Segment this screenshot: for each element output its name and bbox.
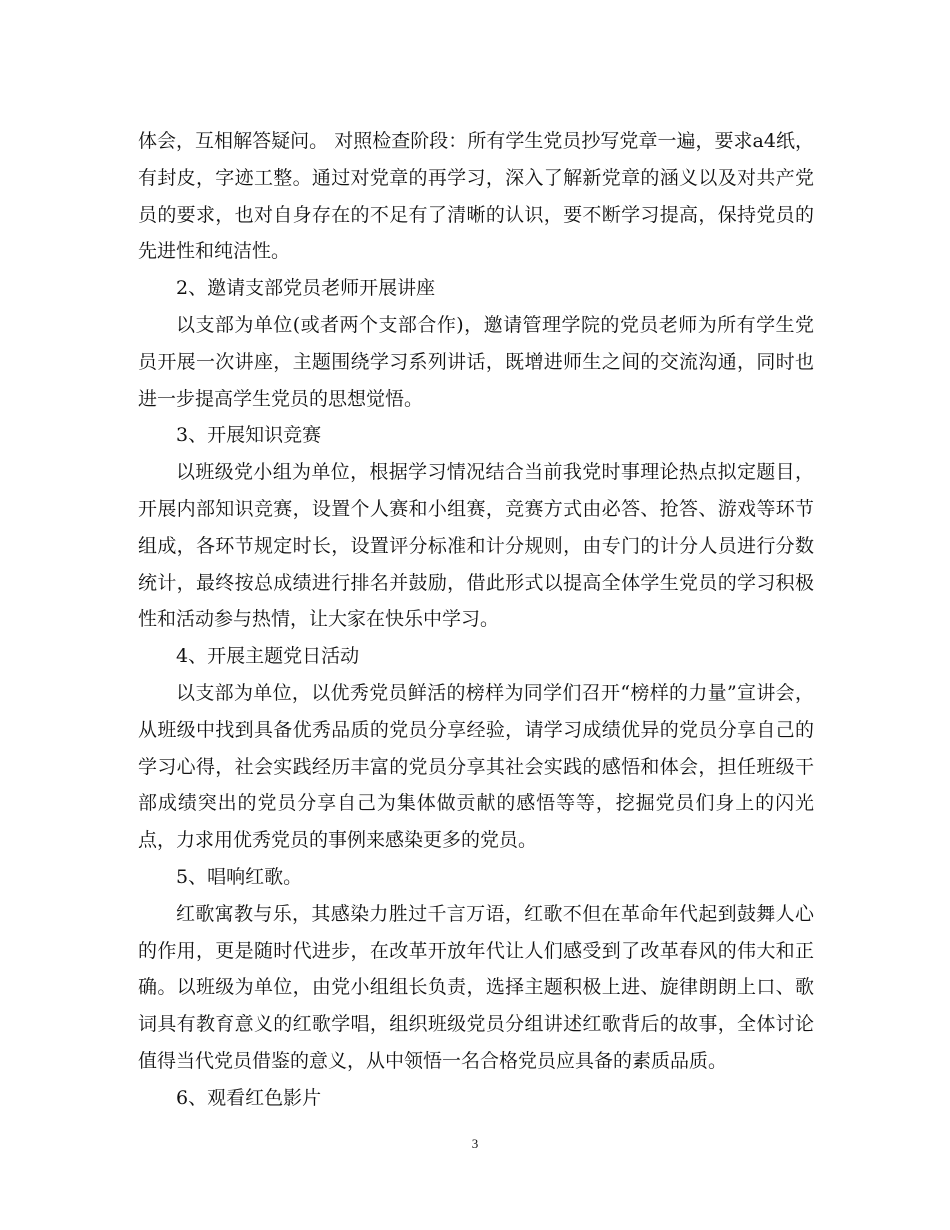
document-body: [138, 123, 814, 1117]
paragraph-red-songs: 红歌寓教与乐，其感染力胜过千言万语，红歌不但在革命年代起到鼓舞人心的作用，更是随时代进步，在改革开放年代让人们感受到了改革春风的伟大和正确。以班级为单位，由党小组组长负责，选择主题积极上进、旋律朗朗上口、歌词具有教育意义的红歌学唱，组织班级党员分组讲述红歌背后的故事，全体讨论值得当代党员借鉴的意义，从中领悟一名合格党员应具备的素质品质。: [138, 902, 814, 1072]
section-heading-quiz: 3、开展知识竞赛: [176, 424, 322, 447]
section-heading-red-films: 6、观看红色影片: [176, 1086, 322, 1109]
paragraph-self-check: 体会，互相解答疑问。 对照检查阶段：所有学生党员抄写党章一遍，要求a4纸，有封皮，字迹工整。通过对党章的再学习，深入了解新党章的涵义以及对共产党员的要求，也对自身存在的不足有了清晰的认识，要不断学习提高，保持党员的先进性和纯洁性。: [138, 130, 814, 263]
paragraph-quiz: 以班级党小组为单位，根据学习情况结合当前我党时事理论热点拟定题目，开展内部知识竞赛，设置个人赛和小组赛，竞赛方式由必答、抢答、游戏等环节组成，各环节规定时长，设置评分标准和计分规则，由专门的计分人员进行分数统计，最终按总成绩进行排名并鼓励，借此形式以提高全体学生党员的学习积极性和活动参与热情，让大家在快乐中学习。: [138, 461, 814, 631]
paragraph-party-day: 以支部为单位，以优秀党员鲜活的榜样为同学们召开“榜样的力量”宣讲会，从班级中找到具备优秀品质的党员分享经验，请学习成绩优异的党员分享自己的学习心得，社会实践经历丰富的党员分享其社会实践的感悟和体会，担任班级干部成绩突出的党员分享自己为集体做贡献的感悟等等，挖掘党员们身上的闪光点，力求用优秀党员的事例来感染更多的党员。: [138, 681, 814, 852]
section-heading-lecture: 2、邀请支部党员老师开展讲座: [176, 277, 436, 300]
page-number: 3: [471, 1136, 479, 1151]
paragraph-lecture: 以支部为单位(或者两个支部合作)，邀请管理学院的党员老师为所有学生党员开展一次讲座，主题围绕学习系列讲话，既增进师生之间的交流沟通，同时也进一步提高学生党员的思想觉悟。: [138, 313, 814, 410]
section-heading-red-songs: 5、唱响红歌。: [176, 865, 303, 888]
section-heading-party-day: 4、开展主题党日活动: [176, 645, 360, 668]
